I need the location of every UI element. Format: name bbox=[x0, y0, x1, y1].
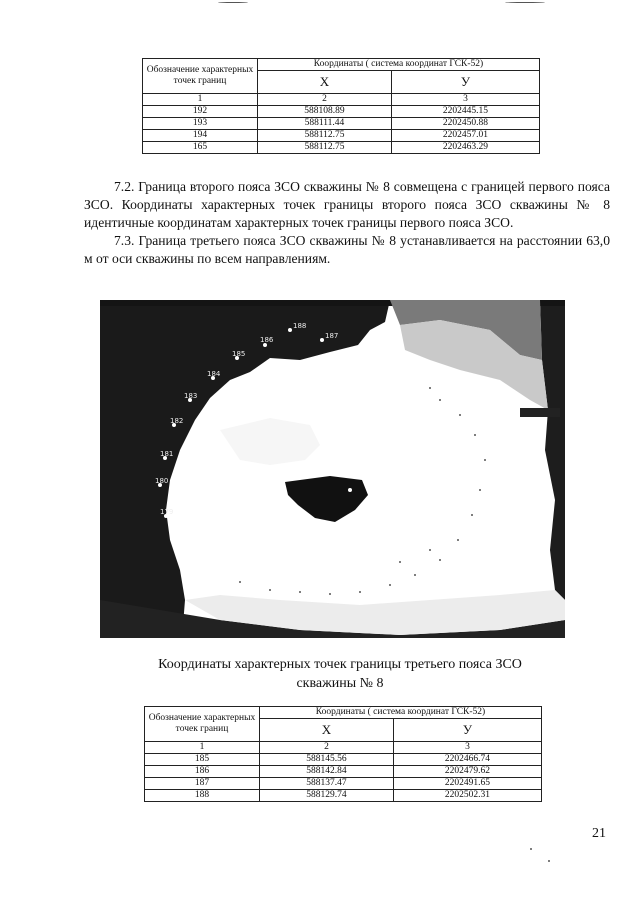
map-point-label: 181 bbox=[160, 450, 174, 458]
y-value: 2202491.65 bbox=[393, 778, 541, 790]
y-header: У bbox=[393, 719, 541, 742]
x-value: 588108.89 bbox=[258, 106, 392, 118]
column-number: 2 bbox=[260, 742, 394, 754]
y-header: У bbox=[391, 71, 539, 94]
table-row bbox=[143, 130, 540, 142]
column-number: 1 bbox=[143, 94, 258, 106]
map-point-label: 184 bbox=[207, 370, 221, 378]
x-value: 588142.84 bbox=[260, 766, 394, 778]
y-value: 2202463.29 bbox=[391, 142, 539, 154]
column-number: 3 bbox=[391, 94, 539, 106]
coordinates-table-1 bbox=[142, 58, 540, 154]
point-id: 186 bbox=[145, 766, 260, 778]
scan-artifact bbox=[548, 860, 550, 862]
x-value: 588112.75 bbox=[258, 130, 392, 142]
col-designation-header: Обозначение характерных точек границ bbox=[145, 707, 260, 742]
x-value: 588112.75 bbox=[258, 142, 392, 154]
map-point-label: 182 bbox=[170, 417, 184, 425]
y-value: 2202479.62 bbox=[393, 766, 541, 778]
table-row bbox=[145, 766, 542, 778]
map-point-label: 188 bbox=[293, 322, 307, 330]
y-value: 2202450.88 bbox=[391, 118, 539, 130]
column-number: 3 bbox=[393, 742, 541, 754]
coordinates-table-2 bbox=[144, 706, 542, 802]
point-id: 165 bbox=[143, 142, 258, 154]
column-number: 1 bbox=[145, 742, 260, 754]
table-row bbox=[143, 106, 540, 118]
point-id: 193 bbox=[143, 118, 258, 130]
coords-system-header: Координаты ( система координат ГСК-52) bbox=[258, 59, 540, 71]
coords-system-header: Координаты ( система координат ГСК-52) bbox=[260, 707, 542, 719]
map-point-label: 183 bbox=[184, 392, 198, 400]
map-point-label: 185 bbox=[232, 350, 246, 358]
map-point-label: 180 bbox=[155, 477, 169, 485]
column-number-row bbox=[145, 742, 542, 754]
paragraph-7-2: 7.2. Граница второго пояса ЗСО скважины № 8 совмещена с границей первого пояса ЗСО. Координаты характерных точек границы второго пояса ЗСО скважины № 8 идентичные координатам характерных точек границы первого пояса ЗСО. bbox=[84, 179, 610, 230]
x-value: 588111.44 bbox=[258, 118, 392, 130]
map-point-label: 187 bbox=[325, 332, 339, 340]
body-text bbox=[84, 178, 610, 268]
x-header: X bbox=[258, 71, 392, 94]
y-value: 2202445.15 bbox=[391, 106, 539, 118]
column-number: 2 bbox=[258, 94, 392, 106]
x-value: 588145.56 bbox=[260, 754, 394, 766]
table-caption: Координаты характерных точек границы третьего пояса ЗСО скважины № 8 bbox=[158, 657, 522, 691]
x-header: X bbox=[260, 719, 394, 742]
point-id: 187 bbox=[145, 778, 260, 790]
page-number: 21 bbox=[592, 826, 606, 841]
table-row bbox=[145, 754, 542, 766]
zone-boundary-map bbox=[100, 300, 565, 638]
point-id: 185 bbox=[145, 754, 260, 766]
map-point-label: 186 bbox=[260, 336, 274, 344]
point-id: 192 bbox=[143, 106, 258, 118]
y-value: 2202466.74 bbox=[393, 754, 541, 766]
point-id: 194 bbox=[143, 130, 258, 142]
map-point-label: 179 bbox=[160, 508, 174, 516]
scan-artifact bbox=[530, 848, 532, 850]
paragraph-7-3: 7.3. Граница третьего пояса ЗСО скважины № 8 устанавливается на расстоянии 63,0 м от оси скважины по всем направлениям. bbox=[84, 233, 610, 266]
y-value: 2202502.31 bbox=[393, 790, 541, 802]
point-id: 188 bbox=[145, 790, 260, 802]
scan-artifact bbox=[505, 2, 545, 3]
table-row bbox=[143, 142, 540, 154]
scan-artifact bbox=[218, 2, 248, 3]
column-number-row bbox=[143, 94, 540, 106]
table-row bbox=[143, 118, 540, 130]
y-value: 2202457.01 bbox=[391, 130, 539, 142]
x-value: 588129.74 bbox=[260, 790, 394, 802]
x-value: 588137.47 bbox=[260, 778, 394, 790]
table-row bbox=[145, 790, 542, 802]
table-row bbox=[145, 778, 542, 790]
col-designation-header: Обозначение характерных точек границ bbox=[143, 59, 258, 94]
